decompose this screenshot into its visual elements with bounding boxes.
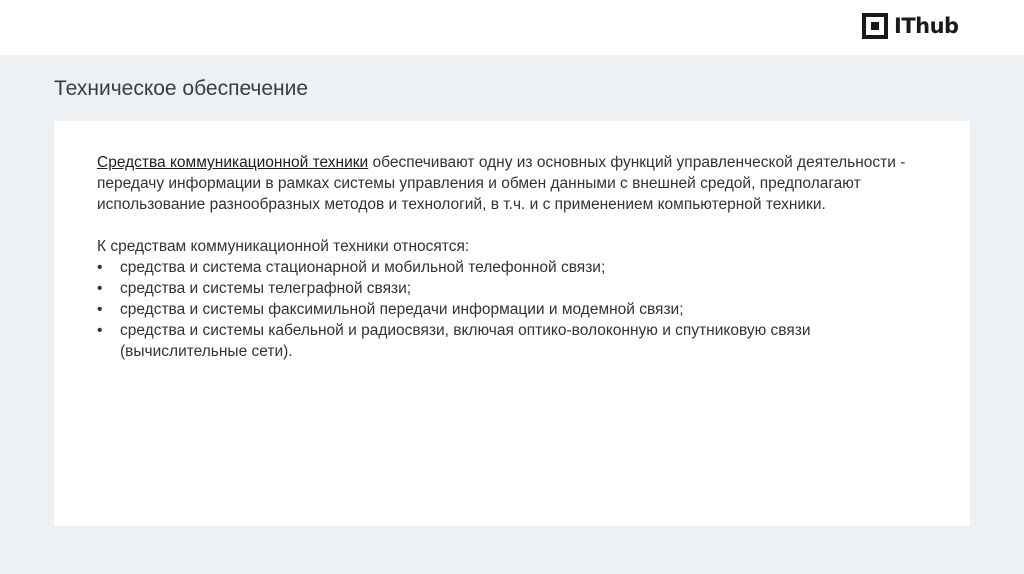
bullet-icon: •: [97, 280, 103, 297]
bullet-icon: •: [97, 259, 103, 276]
list-item-text: средства и системы телеграфной связи;: [120, 280, 412, 297]
intro-text: обеспечивают одну из основных функций управленческой деятельности - передачу информации в рамках системы управления и обмен данными с внешней средой, предполагают использование разнообразных методов и технологий, в т.ч. и с применением компьютерной техники.: [97, 154, 906, 213]
intro-paragraph: [97, 152, 927, 215]
bullet-icon: •: [97, 322, 103, 339]
bullet-list: [97, 257, 927, 362]
top-bar: [0, 0, 1024, 55]
list-item: [97, 257, 927, 278]
content-body: [97, 152, 927, 362]
bullet-icon: •: [97, 301, 103, 318]
square-logo-icon: [862, 13, 888, 39]
content-card: [54, 121, 970, 526]
slide-area: [0, 55, 1024, 574]
list-heading: К средствам коммуникационной техники относятся:: [97, 238, 470, 255]
page-title: Техническое обеспечение: [54, 77, 309, 100]
list-item: [97, 299, 927, 320]
brand-name: IThub: [894, 14, 959, 38]
brand-logo: [862, 13, 959, 39]
list-item: [97, 278, 927, 299]
list-item-text: средства и системы факсимильной передачи информации и модемной связи;: [120, 301, 684, 318]
intro-highlight: Средства коммуникационной техники: [97, 154, 369, 171]
list-item: [97, 320, 927, 362]
list-item-text: средства и система стационарной и мобильной телефонной связи;: [120, 259, 606, 276]
list-item-text: средства и системы кабельной и радиосвязи, включая оптико-волоконную и спутниковую связи (вычислительные сети).: [120, 322, 811, 360]
paragraph-spacer: [97, 215, 927, 236]
